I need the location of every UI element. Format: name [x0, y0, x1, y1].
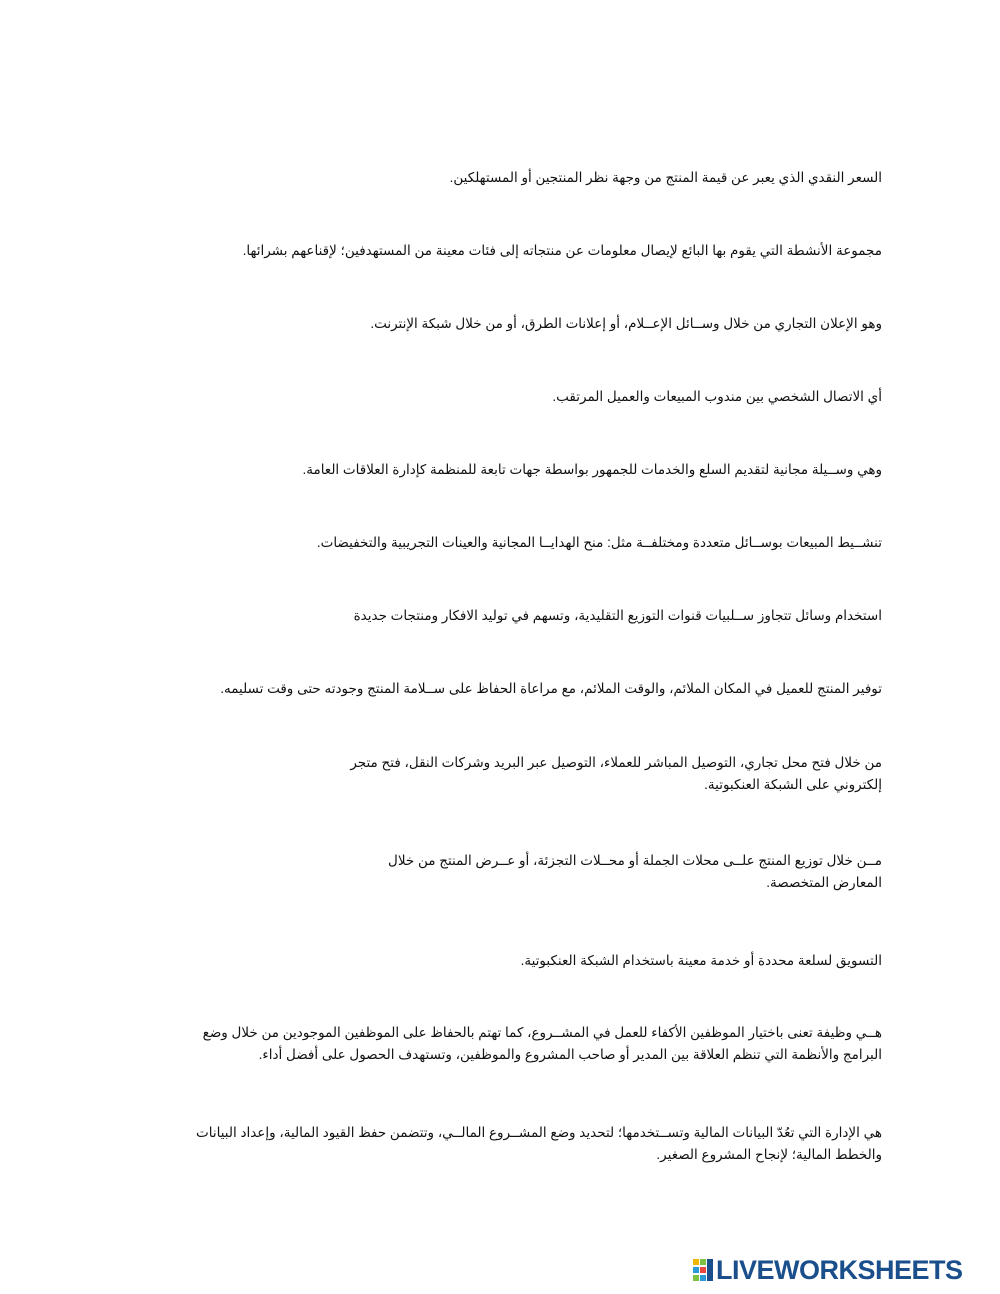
liveworksheets-logo-icon	[692, 1257, 714, 1283]
definition-paragraph-1: السعر النقدي الذي يعبر عن قيمة المنتج من وجهة نظر المنتجين أو المستهلكين.	[449, 170, 882, 185]
definition-paragraph-9: من خلال فتح محل تجاري، التوصيل المباشر للعملاء، التوصيل عبر البريد وشركات النقل، فتح متجر إلكتروني على الشبكة العنكبوتية.	[350, 755, 882, 792]
definition-paragraph-13: هي الإدارة التي تعُدّ البيانات المالية وتســتخدمها؛ لتحديد وضع المشــروع المالــي، وتتضمن حفظ القيود المالية، وإعداد البيانات والخطط المالية؛ لإنجاح المشروع الصغير.	[196, 1125, 882, 1162]
definition-paragraph-8: توفير المنتج للعميل في المكان الملائم، والوقت الملائم، مع مراعاة الحفاظ على ســلامة المنتج وجودته حتى وقت تسليمه.	[220, 681, 882, 696]
liveworksheets-logo-text: LIVEWORKSHEETS	[716, 1255, 963, 1285]
definition-paragraph-3: وهو الإعلان التجاري من خلال وســائل الإعــلام، أو إعلانات الطرق، أو من خلال شبكة الإنترنت.	[370, 316, 882, 331]
definition-paragraph-10: مــن خلال توزيع المنتج علــى محلات الجملة أو محــلات التجزئة، أو عــرض المنتج من خلال المعارض المتخصصة.	[388, 853, 882, 890]
definition-paragraph-6: تنشــيط المبيعات بوســائل متعددة ومختلفــة مثل: منح الهدايــا المجانية والعينات التجريبية والتخفيضات.	[316, 535, 882, 550]
definition-paragraph-11: التسويق لسلعة محددة أو خدمة معينة باستخدام الشبكة العنكبوتية.	[520, 953, 882, 968]
liveworksheets-logo	[692, 1255, 963, 1285]
definition-paragraph-4: أي الاتصال الشخصي بين مندوب المبيعات والعميل المرتقب.	[552, 389, 882, 404]
definition-paragraph-2: مجموعة الأنشطة التي يقوم بها البائع لإيصال معلومات عن منتجاته إلى فئات معينة من المستهدفين؛ لإقناعهم بشرائها.	[242, 243, 882, 258]
definition-paragraph-7: استخدام وسائل تتجاوز ســلبيات قنوات التوزيع التقليدية، وتسهم في توليد الافكار ومنتجات جديدة	[353, 608, 882, 623]
definition-paragraph-12: هــي وظيفة تعنى باختيار الموظفين الأكفاء للعمل في المشــروع، كما تهتم بالحفاظ على الموظفين الموجودين من خلال وضع البرامج والأنظمة التي تنظم العلاقة بين المدير أو صاحب المشروع والموظفين، وتستهدف الحصول على أفضل أداء.	[202, 1025, 882, 1062]
definition-paragraph-5: وهي وســيلة مجانية لتقديم السلع والخدمات للجمهور بواسطة جهات تابعة للمنظمة كإدارة العلاقات العامة.	[302, 462, 882, 477]
